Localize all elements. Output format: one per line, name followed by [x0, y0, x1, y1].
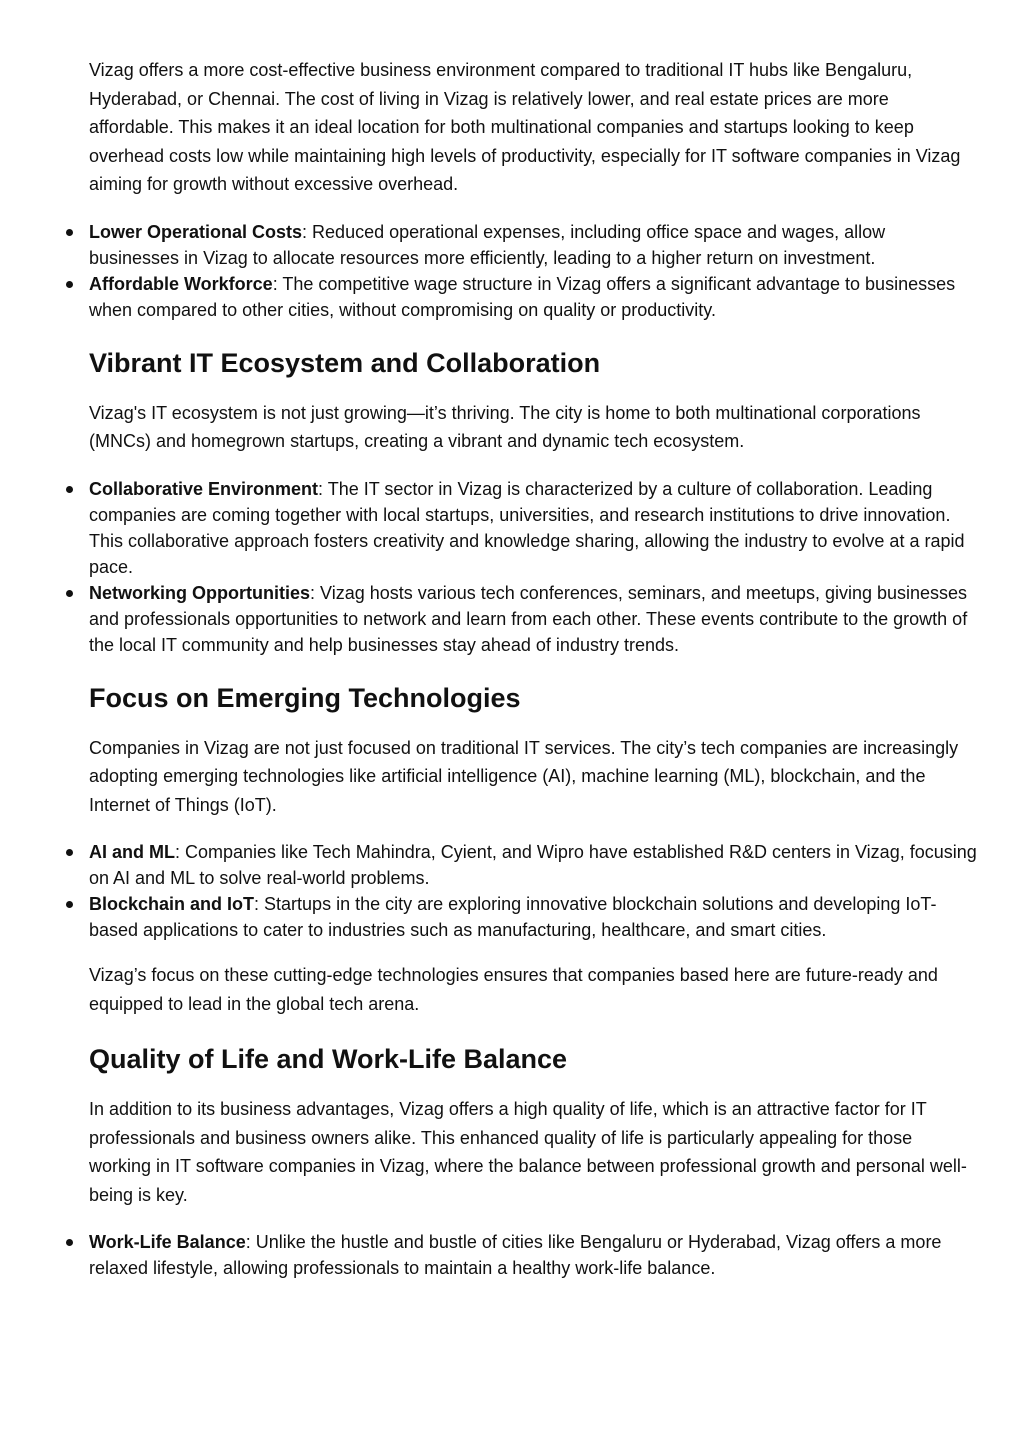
bullet-icon — [66, 229, 73, 236]
bullet-term: Lower Operational Costs — [89, 221, 303, 242]
bullet-text: : Vizag hosts various tech conferences, seminars, and meetups, giving businesses and professionals opportunities to network and learn from each other. These events contribute to the growth of the local IT community and help businesses stay ahead of industry trends. — [89, 582, 968, 655]
list-item — [89, 580, 979, 658]
emerging-bullet-list — [89, 839, 979, 943]
bullet-icon — [66, 901, 73, 908]
bullet-term: Networking Opportunities — [89, 582, 311, 603]
list-item — [89, 476, 979, 580]
section-heading-quality: Quality of Life and Work-Life Balance — [89, 1044, 568, 1074]
quality-paragraph: In addition to its business advantages, Vizag offers a high quality of life, which is an attractive factor for IT professionals and business owners alike. This enhanced quality of life is particularly appealing for those working in IT software companies in Vizag, where the balance between professional growth and personal well-being is key. — [89, 1099, 967, 1205]
list-item — [89, 271, 979, 323]
bullet-text: : The competitive wage structure in Vizag offers a significant advantage to businesses when compared to other cities, without compromising on quality or productivity. — [89, 273, 956, 320]
bullet-text: : The IT sector in Vizag is characterized by a culture of collaboration. Leading companies are coming together with local startups, universities, and research institutions to drive innovation. This collaborative approach fosters creativity and knowledge sharing, allowing the industry to evolve at a rapid pace. — [89, 478, 965, 577]
intro-paragraph: Vizag offers a more cost-effective business environment compared to traditional IT hubs like Bengaluru, Hyderabad, or Chennai. The cost of living in Vizag is relatively lower, and real estate prices are more affordable. This makes it an ideal location for both multinational companies and startups looking to keep overhead costs low while maintaining high levels of productivity, especially for IT software companies in Vizag aiming for growth without excessive overhead. — [89, 60, 961, 194]
bullet-icon — [66, 590, 73, 597]
list-item — [89, 839, 979, 891]
list-item — [89, 1229, 979, 1281]
list-item — [89, 891, 979, 943]
ecosystem-paragraph: Vizag's IT ecosystem is not just growing—it’s thriving. The city is home to both multinational corporations (MNCs) and homegrown startups, creating a vibrant and dynamic tech ecosystem. — [89, 402, 921, 451]
emerging-closing-paragraph: Vizag’s focus on these cutting-edge technologies ensures that companies based here are future-ready and equipped to lead in the global tech arena. — [89, 965, 938, 1014]
bullet-text: : Unlike the hustle and bustle of cities like Bengaluru or Hyderabad, Vizag offers a more relaxed lifestyle, allowing professionals to maintain a healthy work-life balance. — [89, 1232, 942, 1278]
bullet-term: Collaborative Environment — [89, 478, 319, 499]
bullet-icon — [66, 486, 73, 493]
bullet-term: Affordable Workforce — [89, 273, 273, 294]
quality-bullet-list — [89, 1229, 979, 1281]
list-item — [89, 219, 979, 271]
bullet-icon — [66, 849, 73, 856]
bullet-icon — [66, 281, 73, 288]
emerging-paragraph: Companies in Vizag are not just focused on traditional IT services. The city’s tech companies are increasingly adopting emerging technologies like artificial intelligence (AI), machine learning (ML), blockchain, and the Internet of Things (IoT). — [89, 737, 959, 815]
bullet-text: : Reduced operational expenses, including office space and wages, allow businesses in Vizag to allocate resources more efficiently, leading to a higher return on investment. — [89, 221, 886, 268]
bullet-icon — [66, 1239, 73, 1246]
intro-bullet-list — [89, 219, 979, 323]
bullet-text: : Companies like Tech Mahindra, Cyient, and Wipro have established R&D centers in Vizag, focusing on AI and ML to solve real-world problems. — [89, 842, 977, 888]
bullet-term: AI and ML — [89, 842, 175, 862]
section-heading-ecosystem: Vibrant IT Ecosystem and Collaboration — [89, 347, 601, 378]
bullet-text: : Startups in the city are exploring innovative blockchain solutions and developing IoT-based applications to cater to industries such as manufacturing, healthcare, and smart cities. — [89, 894, 937, 940]
ecosystem-bullet-list — [89, 476, 979, 658]
bullet-term: Work-Life Balance — [89, 1232, 246, 1252]
bullet-term: Blockchain and IoT — [89, 894, 255, 914]
section-heading-emerging: Focus on Emerging Technologies — [89, 682, 521, 713]
